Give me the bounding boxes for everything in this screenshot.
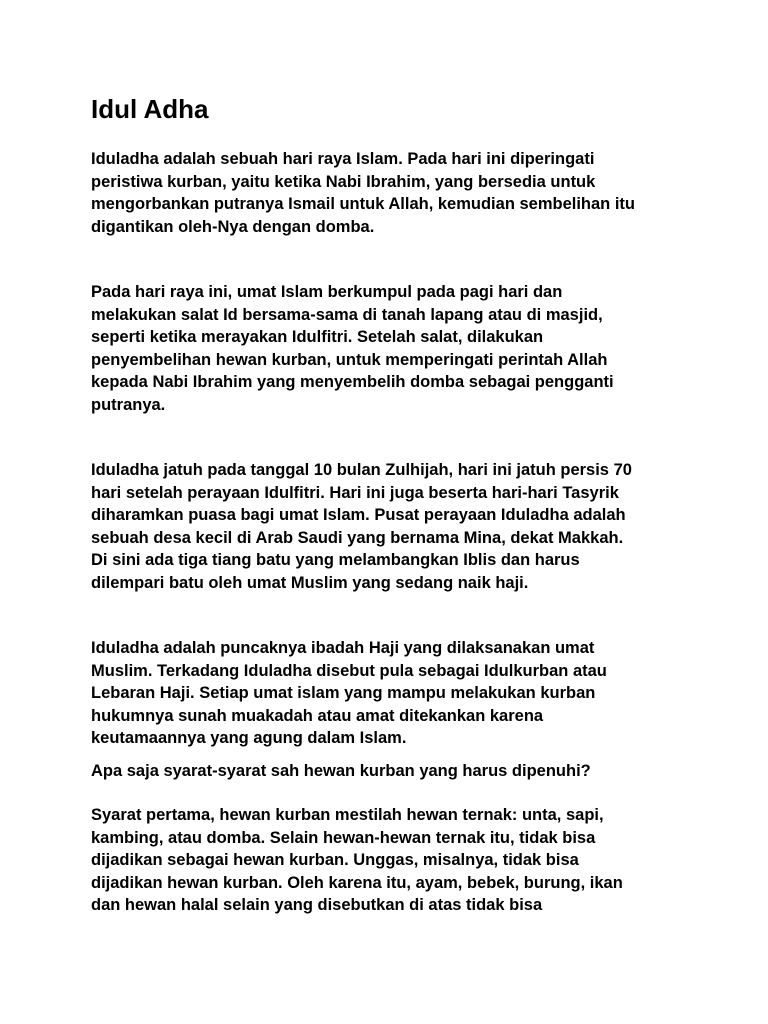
paragraph-line: hari setelah perayaan Idulfitri. Hari ini juga beserta hari-hari Tasyrik [91, 483, 619, 502]
paragraph-line: penyembelihan hewan kurban, untuk memperingati perintah Allah [91, 350, 608, 369]
paragraph [91, 281, 691, 417]
paragraph [91, 637, 691, 750]
document-title: Idul Adha [91, 94, 209, 124]
paragraph-line: kambing, atau domba. Selain hewan-hewan ternak itu, tidak bisa [91, 828, 596, 847]
paragraph-line: dan hewan halal selain yang disebutkan di atas tidak bisa [91, 896, 543, 915]
paragraph-line: dilempari batu oleh umat Muslim yang sedang naik haji. [91, 573, 529, 592]
paragraph-line: digantikan oleh-Nya dengan domba. [91, 217, 375, 236]
paragraph-line: Lebaran Haji. Setiap umat islam yang mampu melakukan kurban [91, 684, 596, 703]
question-heading [91, 760, 691, 783]
paragraph-line: hukumnya sunah muakadah atau amat ditekankan karena [91, 706, 544, 725]
question-line: Apa saja syarat-syarat sah hewan kurban yang harus dipenuhi? [91, 762, 591, 780]
paragraph-line: Pada hari raya ini, umat Islam berkumpul pada pagi hari dan [91, 283, 563, 301]
paragraph [91, 148, 691, 238]
paragraph-line: Muslim. Terkadang Iduladha disebut pula sebagai Idulkurban atau [91, 661, 607, 680]
paragraph [91, 459, 691, 595]
paragraph-line: diharamkan puasa bagi umat Islam. Pusat perayaan Iduladha adalah [91, 506, 626, 525]
paragraph-line: Iduladha adalah puncaknya ibadah Haji yang dilaksanakan umat [91, 639, 595, 657]
paragraph-line: sebuah desa kecil di Arab Saudi yang bernama Mina, dekat Makkah. [91, 528, 624, 547]
paragraph-line: keutamaannya yang agung dalam Islam. [91, 729, 407, 748]
paragraph-line: Syarat pertama, hewan kurban mestilah hewan ternak: unta, sapi, [91, 806, 604, 824]
paragraph-line: dijadikan hewan kurban. Oleh karena itu, ayam, bebek, burung, ikan [91, 873, 623, 892]
paragraph-line: melakukan salat Id bersama-sama di tanah lapang atau di masjid, [91, 305, 603, 324]
paragraph-line: mengorbankan putranya Ismail untuk Allah, kemudian sembelihan itu [91, 195, 636, 214]
paragraph-line: putranya. [91, 395, 166, 414]
paragraph-line: kepada Nabi Ibrahim yang menyembelih domba sebagai pengganti [91, 373, 614, 392]
paragraph [91, 804, 691, 917]
paragraph-line: peristiwa kurban, yaitu ketika Nabi Ibrahim, yang bersedia untuk [91, 172, 596, 191]
paragraph-line: Iduladha jatuh pada tanggal 10 bulan Zulhijah, hari ini jatuh persis 70 [91, 461, 632, 479]
paragraph-line: Iduladha adalah sebuah hari raya Islam. Pada hari ini diperingati [91, 150, 595, 168]
paragraph-line: dijadikan sebagai hewan kurban. Unggas, misalnya, tidak bisa [91, 851, 579, 870]
paragraph-line: seperti ketika merayakan Idulfitri. Setelah salat, dilakukan [91, 328, 544, 347]
paragraph-line: Di sini ada tiga tiang batu yang melambangkan Iblis dan harus [91, 551, 580, 570]
